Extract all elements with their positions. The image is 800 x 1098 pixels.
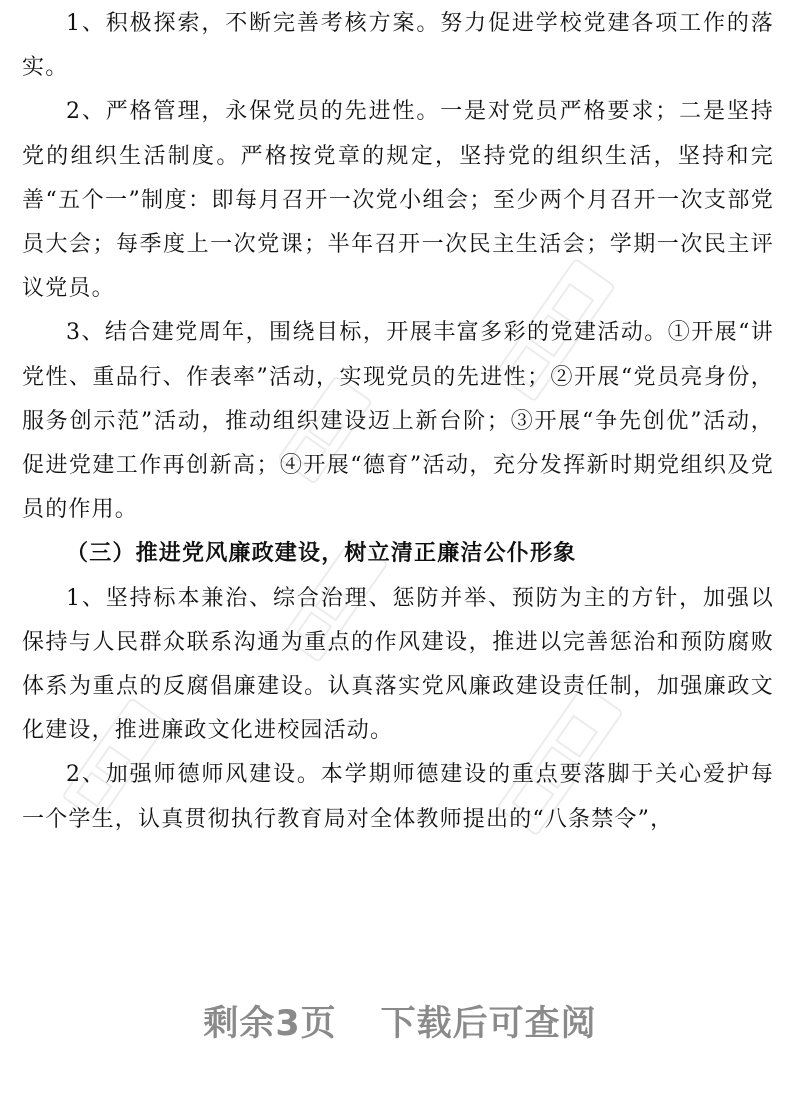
remaining-pages-banner[interactable] [0, 996, 800, 1046]
paragraph-2: 2、严格管理，永保党员的先进性。一是对党员严格要求；二是坚持党的组织生活制度。严格按党章的规定，坚持党的组织生活，坚持和完善“五个一”制度：即每月召开一次党小组会；至少两个月召开一次支部党员大会；每季度上一次党课；半年召开一次民主生活会；学期一次民主评议党员。 [22, 99, 774, 302]
remaining-pages-label: 剩余3页 [203, 1004, 337, 1044]
paragraph-3: 3、结合建党周年，围绕目标，开展丰富多彩的党建活动。①开展“讲党性、重品行、作表率”活动，实现党员的先进性；②开展“党员亮身份，服务创示范”活动，推动组织建设迈上新台阶；③开展“争先创优”活动，促进党建工作再创新高；④开展“德育”活动，充分发挥新时期党组织及党员的作用。 [22, 320, 774, 523]
document-body [22, 2, 774, 842]
paragraph-1: 1、积极探索，不断完善考核方案。努力促进学校党建各项工作的落实。 [22, 11, 774, 81]
section-heading: （三）推进党风廉政建设，树立清正廉洁公仆形象 [66, 541, 577, 567]
download-hint-label: 下载后可查阅 [380, 1004, 597, 1044]
paragraph-5: 2、加强师德师风建设。本学期师德建设的重点要落脚于关心爱护每一个学生，认真贯彻执行教育局对全体教师提出的“八条禁令”， [22, 762, 774, 832]
paragraph-4: 1、坚持标本兼治、综合治理、惩防并举、预防为主的方针，加强以保持与人民群众联系沟通为重点的作风建设，推进以完善惩治和预防腐败体系为重点的反腐倡廉建设。认真落实党风廉政建设责任制，加强廉政文化建设，推进廉政文化进校园活动。 [22, 585, 774, 744]
